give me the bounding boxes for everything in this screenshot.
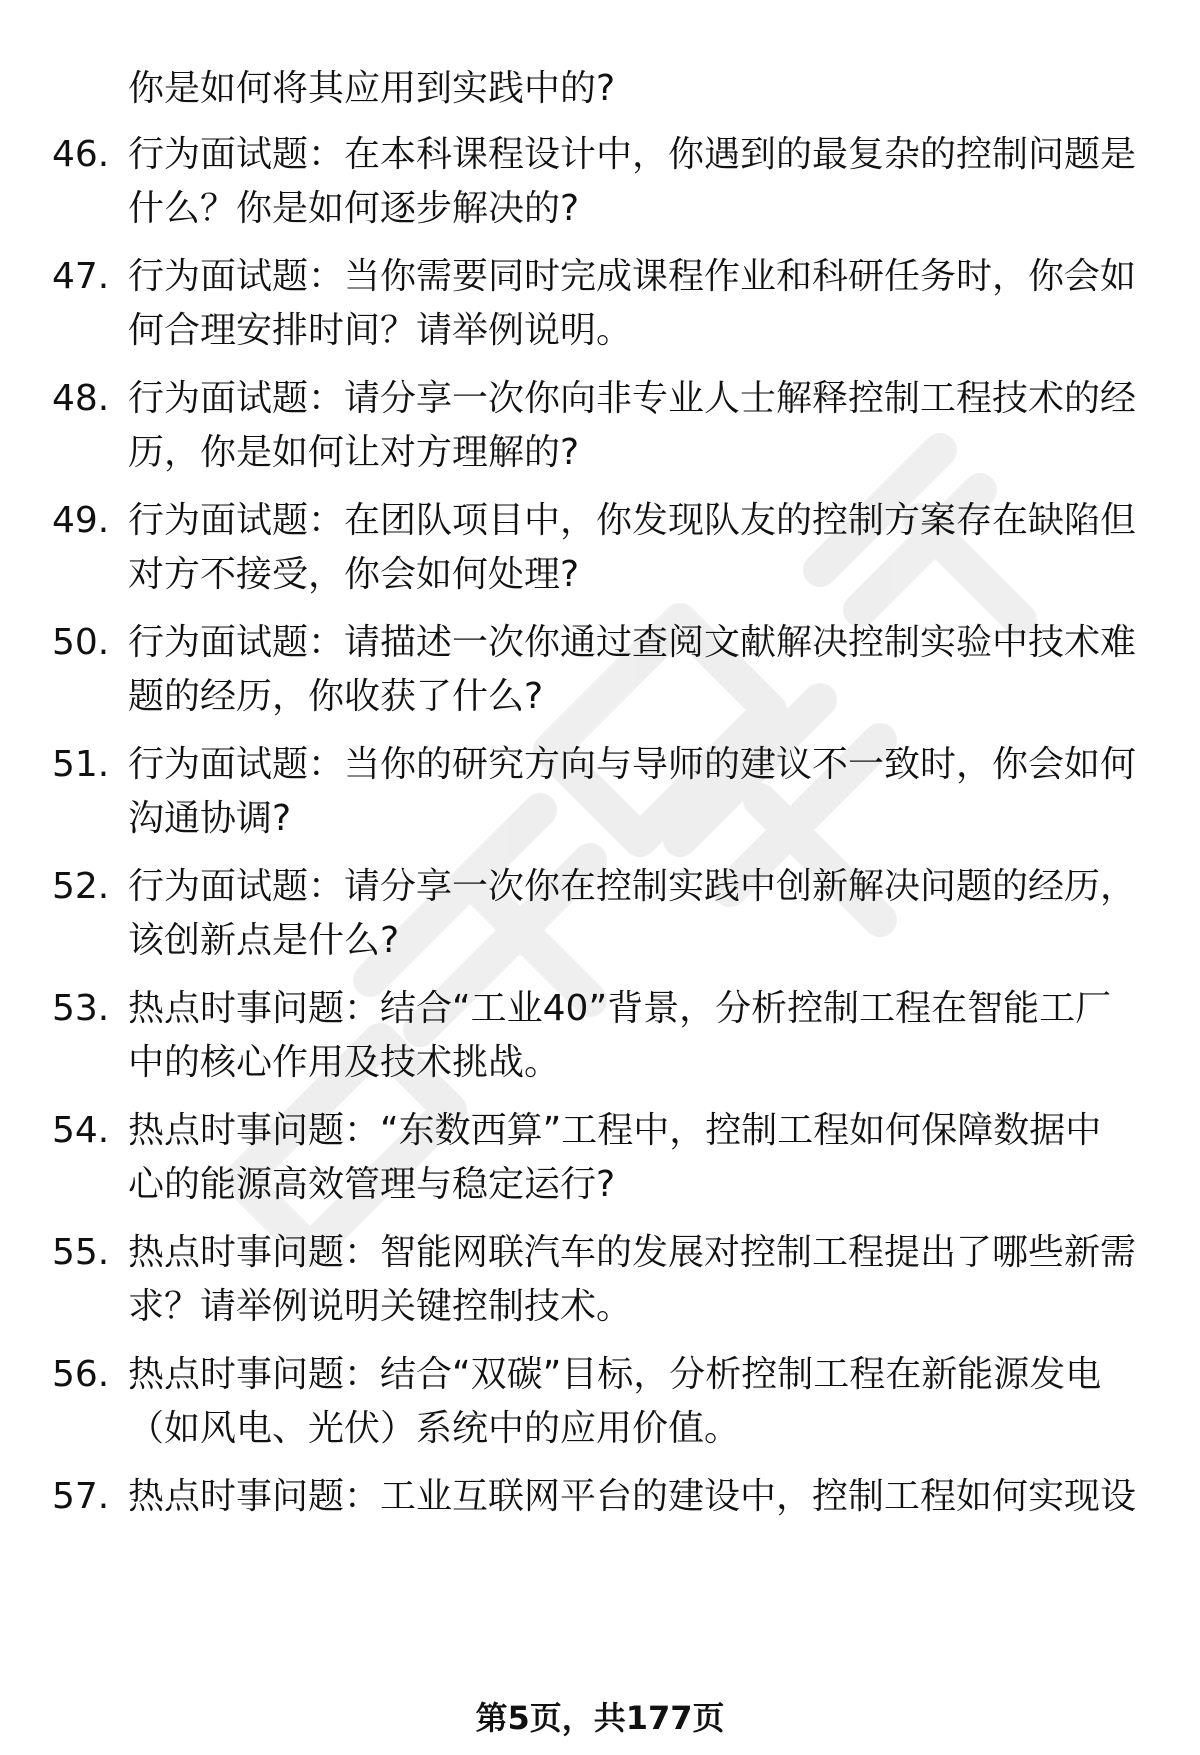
item-number: 50. xyxy=(52,622,110,663)
item-number: 48. xyxy=(52,378,110,419)
item-text: 行为面试题：当你的研究方向与导师的建议不一致时，你会如何 沟通协调? xyxy=(128,744,1137,839)
item-text: 热点时事问题：智能网联汽车的发展对控制工程提出了哪些新需 求？请举例说明关键控制技术。 xyxy=(128,1232,1137,1327)
item-text: 热点时事问题：工业互联网平台的建设中，控制工程如何实现设 xyxy=(128,1476,1137,1517)
item-text: 热点时事问题：结合“工业40”背景，分析控制工程在智能工厂 中的核心作用及技术挑战。 xyxy=(128,988,1112,1083)
item-number: 49. xyxy=(52,500,110,541)
item-text: 行为面试题：请描述一次你通过查阅文献解决控制实验中技术难 题的经历，你收获了什么? xyxy=(128,622,1137,717)
list-item xyxy=(52,1226,1162,1334)
item-number: 46. xyxy=(52,134,110,175)
list-item xyxy=(52,372,1162,480)
item-text: 行为面试题：在本科课程设计中，你遇到的最复杂的控制问题是 什么？你是如何逐步解决的? xyxy=(128,134,1137,229)
item-number: 56. xyxy=(52,1354,110,1395)
list-item xyxy=(52,860,1162,968)
list-item xyxy=(52,1104,1162,1212)
list-item xyxy=(52,128,1162,236)
item-text: 热点时事问题：结合“双碳”目标，分析控制工程在新能源发电 （如风电、光伏）系统中的应用价值。 xyxy=(128,1354,1102,1449)
list-item xyxy=(52,738,1162,846)
list-item xyxy=(52,250,1162,358)
item-number: 53. xyxy=(52,988,110,1029)
item-number: 57. xyxy=(52,1476,110,1517)
list-item xyxy=(52,1348,1162,1456)
item-number: 55. xyxy=(52,1232,110,1273)
page-number-footer: 第5页，共177页 xyxy=(475,1699,725,1737)
list-item xyxy=(52,616,1162,724)
item-number: 52. xyxy=(52,866,110,907)
continuation-line: 你是如何将其应用到实践中的? xyxy=(128,68,616,109)
list-item xyxy=(52,494,1162,602)
list-item xyxy=(52,1470,1162,1524)
item-number: 54. xyxy=(52,1110,110,1151)
item-text: 行为面试题：当你需要同时完成课程作业和科研任务时，你会如 何合理安排时间？请举例说明。 xyxy=(128,256,1137,351)
item-text: 行为面试题：请分享一次你在控制实践中创新解决问题的经历， 该创新点是什么? xyxy=(128,866,1137,961)
list-item xyxy=(52,982,1162,1090)
item-text: 行为面试题：在团队项目中，你发现队友的控制方案存在缺陷但 对方不接受，你会如何处理? xyxy=(128,500,1137,595)
item-number: 51. xyxy=(52,744,110,785)
item-text: 热点时事问题：“东数西算”工程中，控制工程如何保障数据中 心的能源高效管理与稳定运行? xyxy=(128,1110,1102,1205)
item-text: 行为面试题：请分享一次你向非专业人士解释控制工程技术的经 历，你是如何让对方理解的? xyxy=(128,378,1137,473)
item-number: 47. xyxy=(52,256,110,297)
